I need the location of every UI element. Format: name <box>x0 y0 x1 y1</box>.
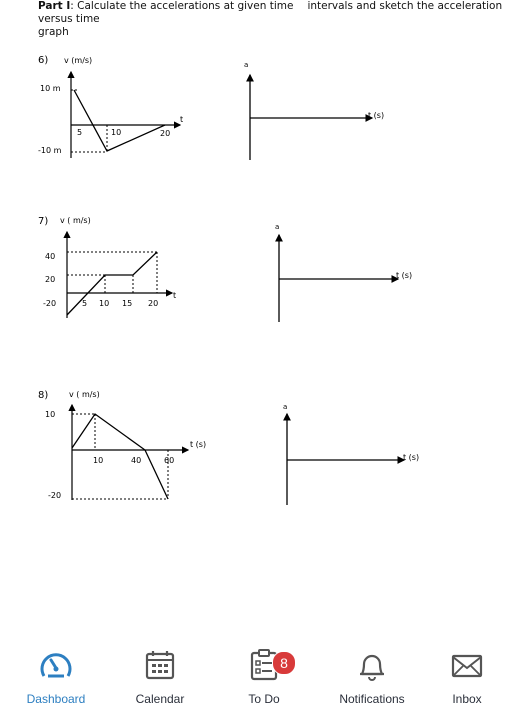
problem-7-ytick-40: 40 <box>45 252 56 261</box>
problem-7-a-label: a <box>275 223 280 231</box>
problem-6-a-t-label: t (s) <box>368 111 385 120</box>
instruction-part-b: intervals and sketch the acceleration versus time <box>38 0 503 25</box>
problem-8-v-label: v ( m/s) <box>69 390 100 399</box>
tab-inbox-label: Inbox <box>452 692 482 706</box>
problem-8-ytick-minus20: -20 <box>48 491 62 500</box>
problem-6-xtick-5: 5 <box>77 128 83 137</box>
problem-8-ytick-10: 10 <box>45 410 56 419</box>
problem-7-xtick-15: 15 <box>122 299 133 308</box>
todo-badge: 8 <box>272 651 296 675</box>
problem-7-t-label: t <box>173 291 177 300</box>
tab-todo[interactable] <box>219 648 309 706</box>
problem-7 <box>38 216 412 322</box>
instruction-part-c: graph <box>38 26 69 38</box>
problem-6-number: 6) <box>38 55 49 66</box>
problem-8-xtick-10: 10 <box>93 456 104 465</box>
tab-dashboard[interactable] <box>11 648 101 706</box>
part-label: Part I <box>38 0 71 12</box>
bottom-tab-bar <box>0 640 516 706</box>
tab-calendar-label: Calendar <box>135 692 185 706</box>
problem-7-ytick-minus20: -20 <box>43 299 57 308</box>
tab-dashboard-label: Dashboard <box>26 692 86 706</box>
problem-6-ytick-top: 10 m <box>40 84 61 93</box>
problem-7-number: 7) <box>38 216 49 227</box>
problem-7-xtick-20: 20 <box>148 299 159 308</box>
problem-6 <box>38 55 384 160</box>
problem-7-ytick-20: 20 <box>45 275 56 284</box>
problem-8-number: 8) <box>38 390 49 401</box>
problem-6-v-label: v (m/s) <box>64 56 93 65</box>
calendar-icon <box>142 648 178 682</box>
tab-calendar[interactable] <box>115 648 205 706</box>
problem-8 <box>38 390 419 505</box>
tab-notifications[interactable] <box>327 648 417 706</box>
problem-7-a-t-label: t (s) <box>396 271 413 280</box>
problem-6-a-label: a <box>244 61 249 69</box>
tab-notifications-label: Notifications <box>339 692 405 706</box>
problem-8-a-label: a <box>283 403 288 411</box>
problem-6-xtick-10: 10 <box>111 128 122 137</box>
problem-7-xtick-5: 5 <box>82 299 88 308</box>
problem-6-xtick-20: 20 <box>160 129 171 138</box>
problem-8-xtick-60: 60 <box>164 456 175 465</box>
problem-6-vt-line <box>74 90 165 151</box>
problem-7-v-label: v ( m/s) <box>60 216 91 225</box>
problem-7-xtick-10: 10 <box>99 299 110 308</box>
instruction-part-a: : Calculate the accelerations at given time <box>70 0 294 12</box>
tab-inbox[interactable] <box>422 648 512 706</box>
problem-8-a-t-label: t (s) <box>403 453 420 462</box>
problem-8-t-label: t (s) <box>190 440 207 449</box>
problem-8-vt-line <box>72 414 168 499</box>
problem-8-xtick-40: 40 <box>131 456 142 465</box>
dashboard-icon <box>38 648 74 682</box>
problem-6-t-label: t <box>180 115 184 124</box>
tab-todo-label: To Do <box>248 692 280 706</box>
bell-icon <box>354 648 390 682</box>
problem-6-ytick-bottom: -10 m <box>38 146 62 155</box>
mail-icon <box>449 648 485 682</box>
problem-7-vt-line <box>67 252 157 315</box>
